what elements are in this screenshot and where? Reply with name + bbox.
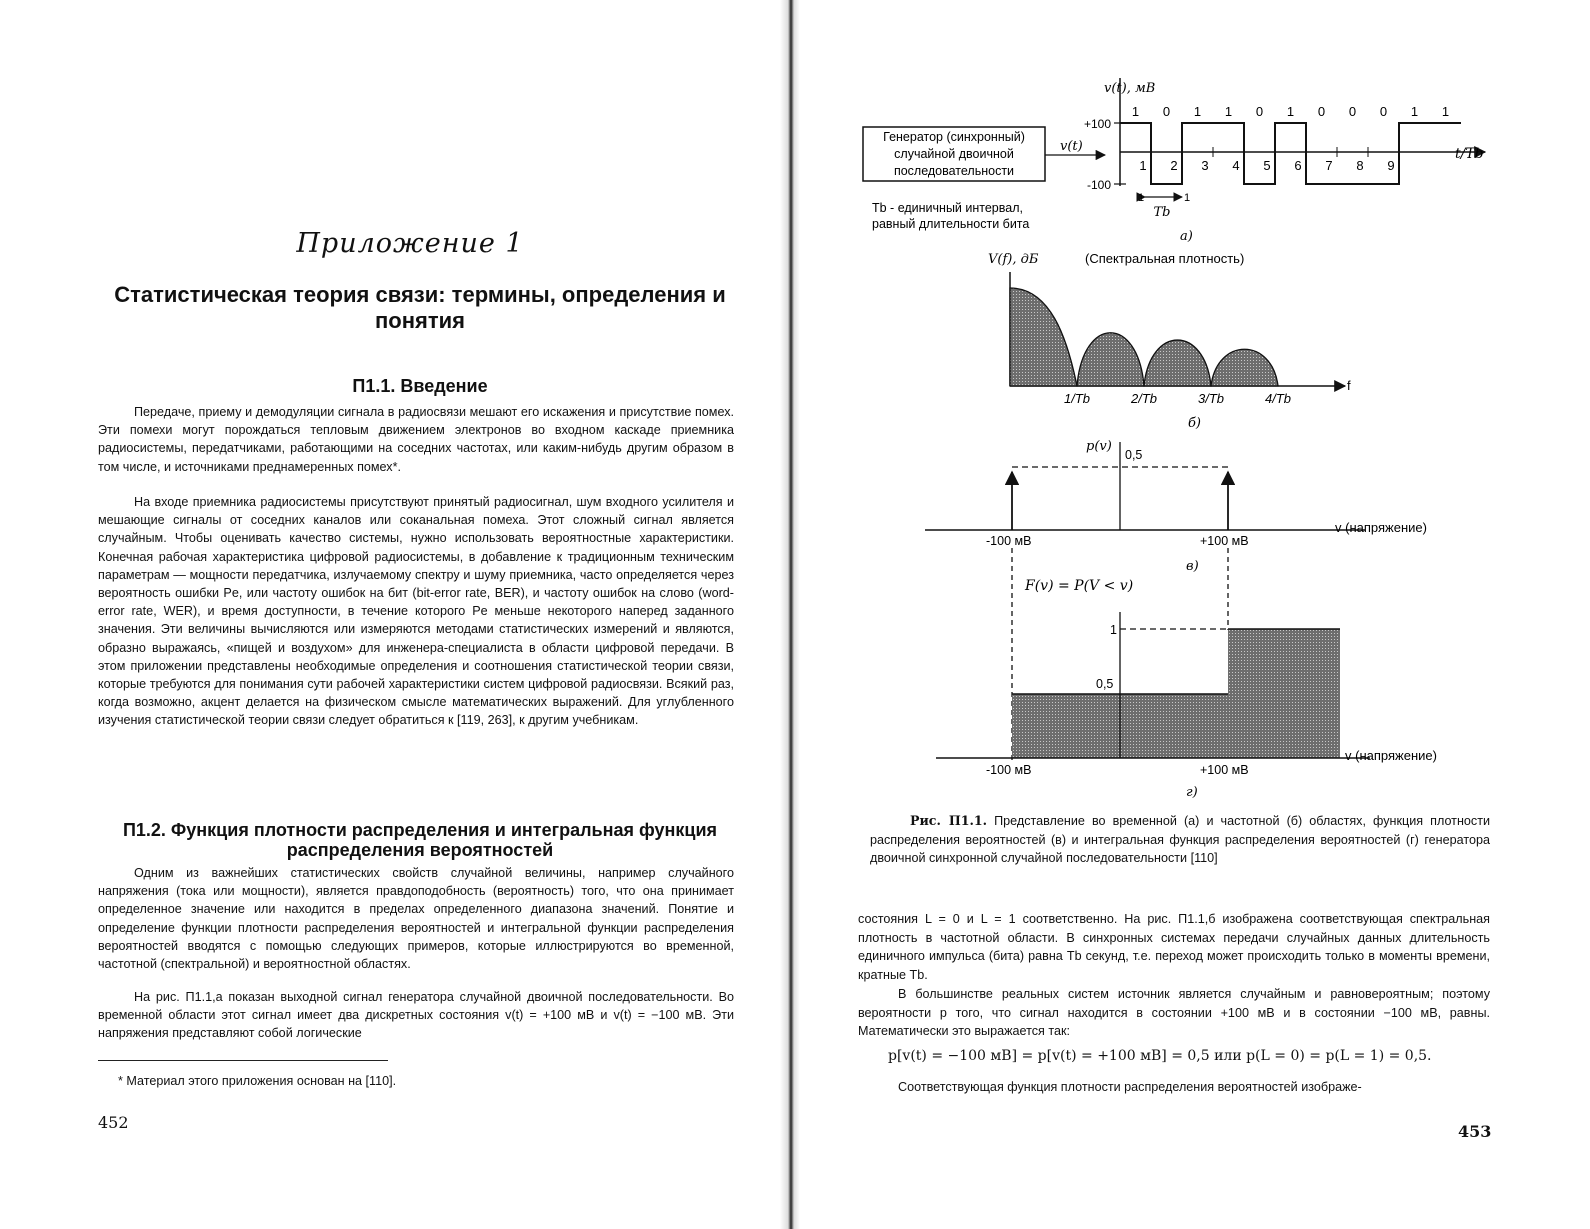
panel-d-formula: F(v) = P(V < v)	[1025, 578, 1134, 594]
paragraph-right-1: состояния L = 0 и L = 1 соответственно. На рис. П1.1,б изображена соответствующая спектральная плотность в частотной области. В синхронных системах передачи случайных данных длительность единичного импульса (бита) равна Tb секунд, т.е. переход может происходить только в моменты времени, кратные Tb.	[858, 912, 1490, 982]
probability-formula: p[v(t) = −100 мВ] = p[v(t) = +100 мВ] = 0,5 или p(L = 0) = p(L = 1) = 0,5.	[888, 1048, 1432, 1064]
spectrum-tick-label: 1/Tb	[1063, 391, 1091, 406]
panel-a-interval-numbers	[1139, 147, 1399, 173]
panel-a-x-label: t/Tb	[1455, 146, 1484, 162]
interval-number: 5	[1263, 158, 1271, 173]
panel-c-y-label: p(v)	[1086, 439, 1112, 454]
panel-a-y-label: v(t), мВ	[1104, 81, 1156, 96]
panel-c-right-label: +100 мВ	[1200, 534, 1249, 548]
caption-label: Рис. П1.1.	[910, 813, 988, 828]
footnote-divider	[98, 1060, 388, 1061]
bit-label: 0	[1379, 104, 1388, 119]
appendix-title: Приложение 1	[296, 228, 524, 259]
paragraph-right-2: В большинстве реальных систем источник является случайным и равновероятным; поэтому вероятности p того, что сигнал находится в состоянии +100 мВ и в состоянии −100 мВ, равны. Математически это выражается так:	[858, 987, 1490, 1039]
panel-b-x-label: f	[1347, 378, 1351, 393]
interval-number: 4	[1232, 158, 1240, 173]
panel-d-right-label: +100 мВ	[1200, 763, 1249, 777]
panel-d-cdf	[936, 578, 1437, 800]
generator-box-line-1: Генератор (синхронный)	[883, 130, 1025, 144]
caption-text: Представление во временной (а) и частотной (б) областях, функция плотности распределения вероятностей (в) и интегральная функция распределения вероятностей (г) генератора двоичной синхронной случайной последовательности [110]	[870, 814, 1491, 865]
panel-d-tick-05: 0,5	[1096, 677, 1114, 691]
panel-b-y-label: V(f), дБ	[988, 252, 1039, 267]
right-page	[800, 0, 1590, 1229]
paragraph-intro-1: Передаче, приему и демодуляции сигнала в радиосвязи мешают его искажения и присутствие помех. Эти помехи могут порождаться тепловым движением электронов во входном каскаде приемника радиосистемы, передатчиками, работающими на соседних частотах, или каким-нибудь другим образом в том числе, и источниками преднамеренных помех*.	[98, 405, 734, 474]
spectrum-tick-label: 4/Tb	[1264, 391, 1292, 406]
interval-number: 3	[1201, 158, 1209, 173]
spectrum-tick-label: 2/Tb	[1130, 391, 1158, 406]
figure-p1-1	[800, 0, 1590, 800]
panel-d-letter: г)	[1186, 785, 1198, 800]
paragraph-right-3: Соответствующая функция плотности распределения вероятностей изображе-	[898, 1080, 1362, 1094]
panel-d-tick-1: 1	[1110, 623, 1117, 637]
spectrum-lobe	[1144, 340, 1211, 386]
bit-label: 1	[1286, 104, 1295, 119]
bit-label: 1	[1224, 104, 1233, 119]
panel-b-letter: б)	[1188, 416, 1202, 431]
interval-number: 9	[1387, 158, 1395, 173]
bit-label: 1	[1410, 104, 1419, 119]
section-heading-pdf: П1.2. Функция плотности распределения и интегральная функция распределения вероятностей	[122, 820, 718, 860]
book-gutter	[780, 0, 800, 1229]
generator-box-line-2: случайной двоичной	[894, 147, 1014, 161]
paragraph-pdf-1: Одним из важнейших статистических свойств случайной величины, например случайного напряжения (тока или мощности), является правдоподобность (вероятность) того, что она принимает определенное значение или находится в пределах определенного диапазона значений. Понятие и определение функции плотности распределения вероятностей и интегральной функции распределения вероятностей вводятся с помощью следующих примеров, которые иллюстрируются во временной, частотной (спектральной) и вероятностной областях.	[98, 866, 734, 972]
interval-number: 1	[1139, 158, 1147, 173]
panel-b-tick-labels	[1064, 391, 1291, 406]
page-number-left: 452	[98, 1113, 129, 1132]
panel-d-x-label: v (напряжение)	[1345, 748, 1437, 763]
panel-b-spectrum	[988, 251, 1351, 431]
panel-a-letter: а)	[1180, 229, 1193, 244]
chapter-title: Статистическая теория связи: термины, определения и понятия	[114, 282, 726, 333]
bit-label: 0	[1348, 104, 1357, 119]
panel-c-level-label: 0,5	[1125, 448, 1143, 462]
panel-b-title: (Спектральная плотность)	[1085, 251, 1245, 266]
panel-a-waveform	[1120, 123, 1461, 184]
tb-marker-label: Tb	[1153, 205, 1171, 220]
tb-note-line-2: равный длительности бита	[872, 217, 1030, 231]
interval-number: 8	[1356, 158, 1364, 173]
panel-d-left-label: -100 мВ	[986, 763, 1032, 777]
panel-d-step-full	[1228, 629, 1340, 758]
footnote: * Материал этого приложения основан на [110].	[118, 1074, 397, 1088]
spectrum-lobe	[1010, 288, 1077, 386]
panel-a-minus-label: -100	[1087, 178, 1112, 192]
bit-label: 0	[1317, 104, 1326, 119]
paragraph-pdf-2: На рис. П1.1,а показан выходной сигнал генератора случайной двоичной последовательности. Во временной области этот сигнал имеет два дискретных состояния v(t) = +100 мВ и v(t) = −100 мВ. Эти напряжения представляют собой логические	[98, 990, 734, 1041]
panel-a-plus-label: +100	[1084, 117, 1112, 131]
spectrum-lobe	[1077, 333, 1144, 386]
panel-b-lobes	[1010, 288, 1278, 386]
spectrum-tick-label: 3/Tb	[1197, 391, 1225, 406]
bit-label: 0	[1255, 104, 1264, 119]
left-page	[0, 0, 780, 1229]
bit-label: 1	[1131, 104, 1140, 119]
interval-number: 2	[1170, 158, 1178, 173]
paragraph-intro-2: На входе приемника радиосистемы присутствуют принятый радиосигнал, шум входного усилителя и мешающие сигналы от соседних каналов или соканальная помеха. Этот сложный сигнал является случайным. Чтобы оценивать качество системы, нужно использовать вероятностные характеристики. Конечная рабочая характеристика цифровой радиосистемы, в добавление к традиционным техническим параметрам — мощности передатчика, излучаемому спектру и шуму приемника, часто определяется через вероятность ошибки Pe, или частоту ошибок на бит (bit-error rate, BER), и частоту ошибок на слово (word-error rate, WER), и время доступности, в течение которого Pe меньше некоторого наперед заданного значения. Эти величины вычисляются или измеряются методами статистических измерений и являются, образно выражаясь, «пищей и воздухом» для инженера-специалиста в области цифровой передачи. В этом приложении представлены необходимые определения и соотношения статистической теории связи, которые требуются для понимания сути рабочей характеристики систем цифровой радиосвязи. Всякий раз, когда возможно, акцент делается на физическом смысле математических выражений. Для углубленного изучения статистической теории связи следует обратиться к [119, 263], к другим учебникам.	[98, 495, 734, 728]
bit-label: 1	[1193, 104, 1202, 119]
tb-marker-left: 1	[1138, 192, 1145, 204]
tb-note-line-1: Tb - единичный интервал,	[872, 201, 1023, 215]
panel-c-x-label: v (напряжение)	[1335, 520, 1427, 535]
panel-c-letter: в)	[1186, 559, 1199, 574]
generator-output-label: v(t)	[1060, 139, 1083, 154]
panel-a-time-domain	[863, 78, 1485, 244]
bit-label: 0	[1162, 104, 1171, 119]
page-number-right: 453	[1458, 1122, 1492, 1141]
figure-caption	[870, 812, 1490, 868]
section-heading-intro: П1.1. Введение	[352, 376, 488, 396]
panel-c-left-label: -100 мВ	[986, 534, 1032, 548]
bit-label: 1	[1441, 104, 1450, 119]
generator-box-line-3: последовательности	[893, 164, 1015, 178]
interval-number: 7	[1325, 158, 1333, 173]
panel-a-bit-labels	[1132, 104, 1449, 119]
spectrum-lobe	[1211, 349, 1278, 386]
tb-marker-right: 1	[1184, 192, 1191, 204]
interval-number: 6	[1294, 158, 1302, 173]
